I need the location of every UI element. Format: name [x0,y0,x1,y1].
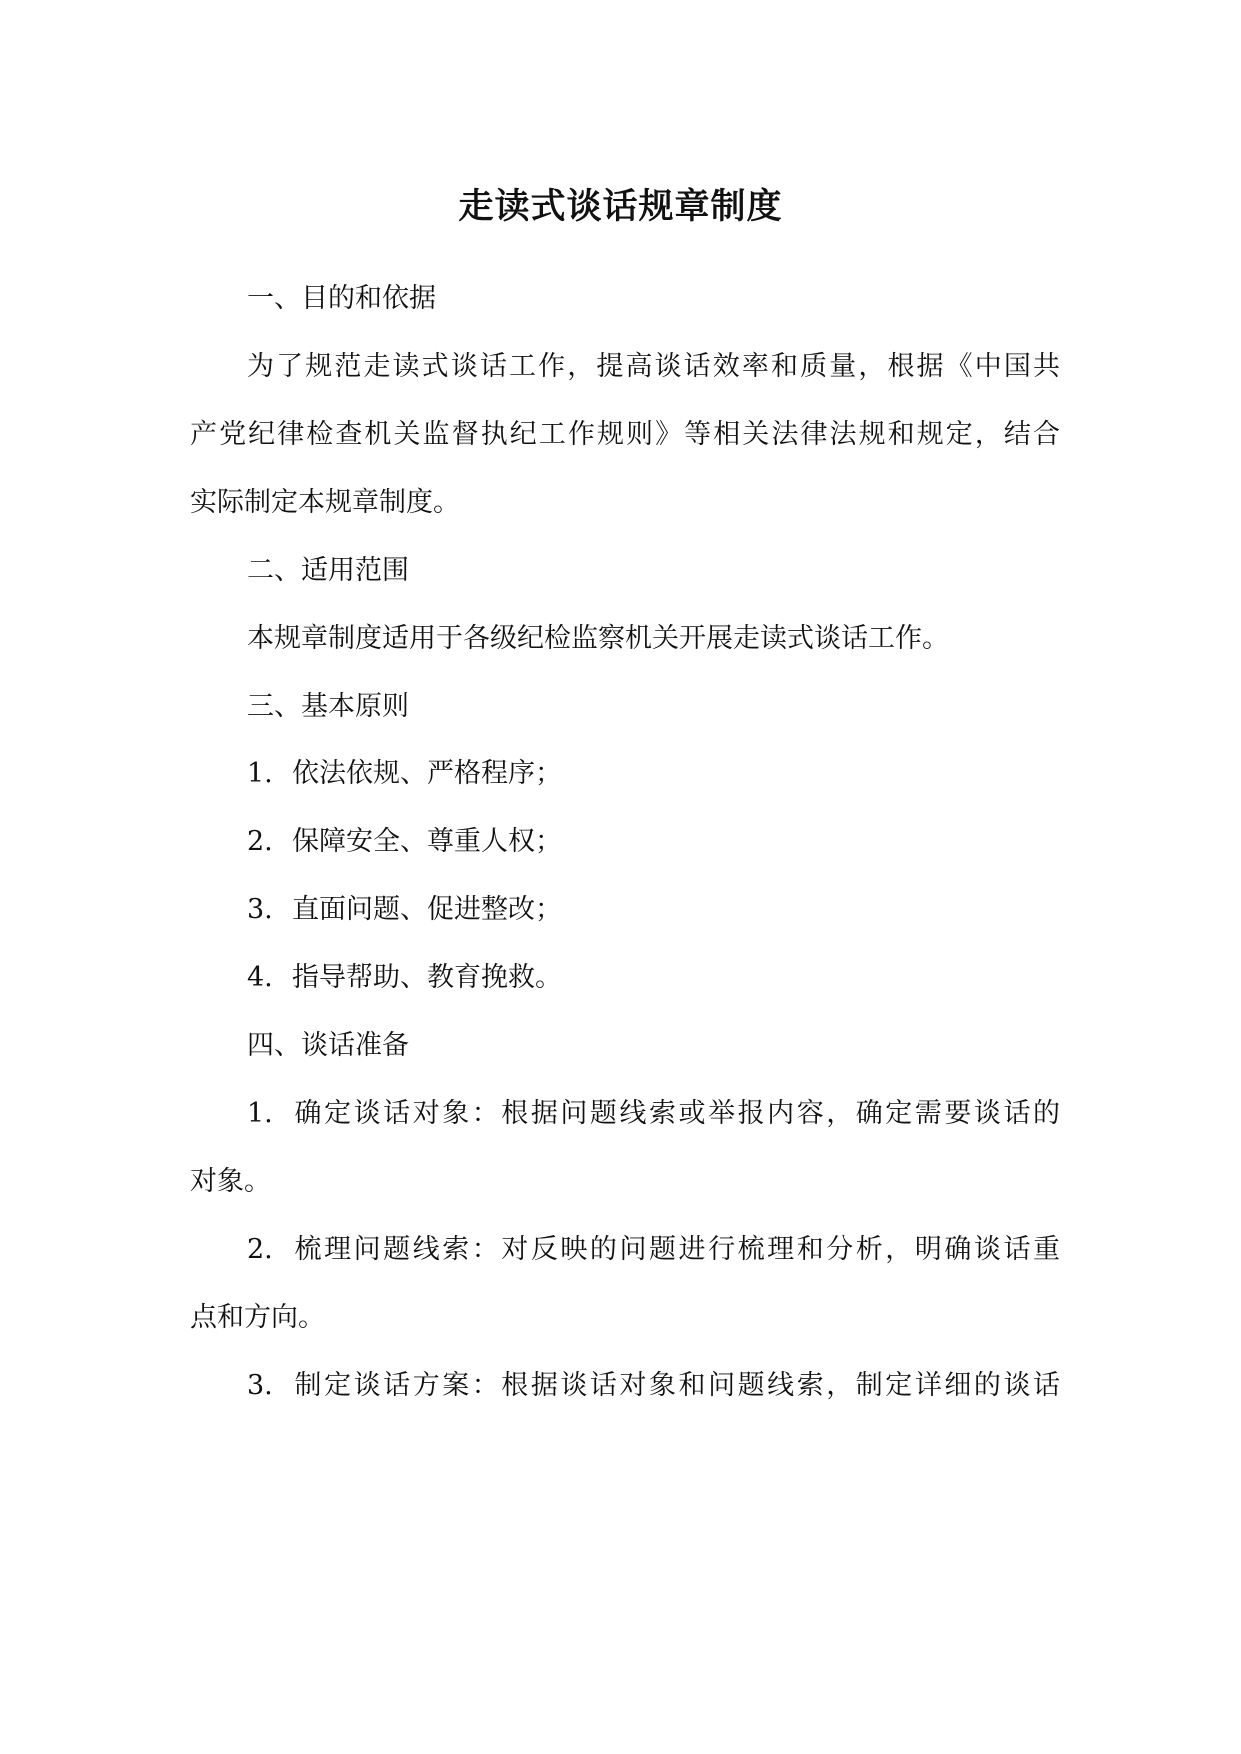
list-item-text: 保障安全、尊重人权； [292,826,562,857]
list-item-number: 3. [247,894,273,925]
document-title: 走读式谈话规章制度 [458,186,783,227]
list-item-text: 依法依规、严格程序； [292,758,562,789]
list-item [247,820,1060,864]
list-item-number: 1. [247,758,273,789]
section-heading-3: 三、基本原则 [247,691,409,722]
list-item-number: 2. [247,826,273,857]
list-item-number: 1. [247,1098,273,1129]
paragraph-line: 点和方向。 [190,1302,325,1333]
list-item [247,1228,1060,1272]
paragraph-line: 实际制定本规章制度。 [190,487,460,518]
list-item-text: 梳理问题线索：对反映的问题进行梳理和分析，明确谈话重 [292,1234,1060,1265]
paragraph-line: 为了规范走读式谈话工作，提高谈话效率和质量，根据《中国共 [247,351,1060,382]
list-item-text: 制定谈话方案：根据谈话对象和问题线索，制定详细的谈话 [292,1370,1060,1401]
paragraph-line: 对象。 [190,1166,271,1197]
list-item-text: 确定谈话对象：根据问题线索或举报内容，确定需要谈话的 [292,1098,1060,1129]
list-item [247,1364,1060,1408]
section-heading-1: 一、目的和依据 [247,283,436,314]
list-item [247,1092,1060,1136]
section-heading-2: 二、适用范围 [247,555,409,586]
paragraph-line: 本规章制度适用于各级纪检监察机关开展走读式谈话工作。 [247,623,949,654]
list-item-text: 直面问题、促进整改； [292,894,562,925]
list-item-text: 指导帮助、教育挽救。 [292,962,562,993]
paragraph-line: 产党纪律检查机关监督执纪工作规则》等相关法律法规和规定，结合 [190,419,1060,450]
section-heading-4: 四、谈话准备 [247,1030,409,1061]
list-item [247,888,1060,932]
list-item-number: 4. [247,962,273,993]
list-item [247,752,1060,796]
list-item-number: 2. [247,1234,273,1265]
list-item [247,956,1060,1000]
list-item-number: 3. [247,1370,273,1401]
